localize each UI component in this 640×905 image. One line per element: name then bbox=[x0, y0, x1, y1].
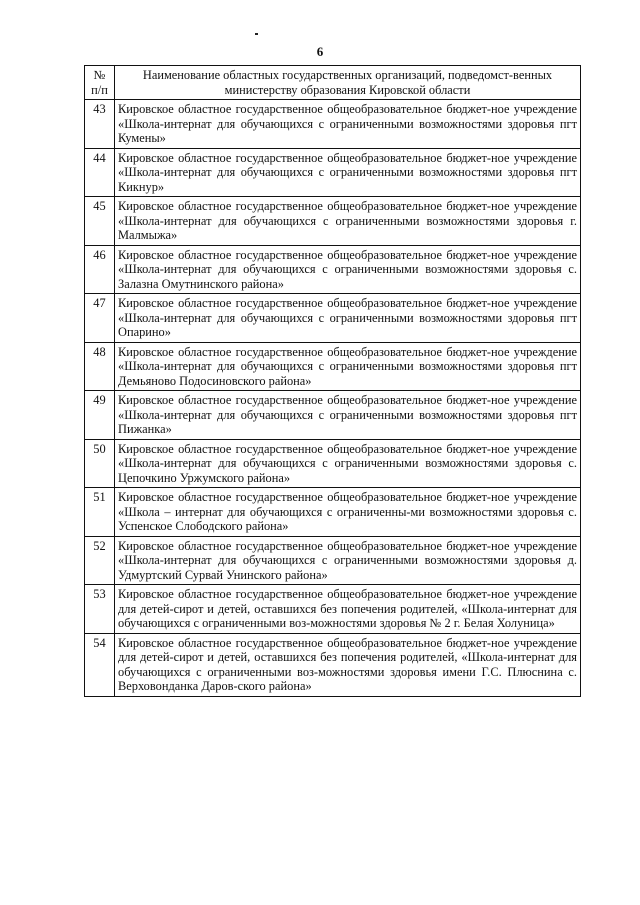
organization-name: Кировское областное государственное общеобразовательное бюджет-ное учреждение для детей-сирот и детей, оставшихся без попечения родителей, «Школа-интернат для обучающихся с ограниченными воз-можностями здоровья № 2 г. Белая Холуница» bbox=[115, 585, 581, 634]
organization-name: Кировское областное государственное общеобразовательное бюджет-ное учреждение «Школа-интернат для обучающихся с ограниченными возможностями здоровья пгт Кикнур» bbox=[115, 148, 581, 197]
table-row bbox=[85, 633, 581, 696]
page-number: 6 bbox=[316, 44, 324, 59]
table-row bbox=[85, 488, 581, 537]
table-row bbox=[85, 148, 581, 197]
organization-name: Кировское областное государственное общеобразовательное бюджет-ное учреждение «Школа – интернат для обучающихся с ограниченны-ми возможностями здоровья с. Успенское Слободского района» bbox=[115, 488, 581, 537]
row-number: 48 bbox=[85, 342, 115, 391]
row-number: 46 bbox=[85, 245, 115, 294]
row-number: 51 bbox=[85, 488, 115, 537]
organization-name: Кировское областное государственное общеобразовательное бюджет-ное учреждение «Школа-интернат для обучающихся с ограниченными возможностями здоровья пгт Кумены» bbox=[115, 100, 581, 149]
table-row bbox=[85, 439, 581, 488]
row-number: 45 bbox=[85, 197, 115, 246]
table-row bbox=[85, 585, 581, 634]
row-number: 50 bbox=[85, 439, 115, 488]
table-row bbox=[85, 391, 581, 440]
row-number: 47 bbox=[85, 294, 115, 343]
row-number: 43 bbox=[85, 100, 115, 149]
header-number: № п/п bbox=[85, 66, 115, 100]
organization-name: Кировское областное государственное общеобразовательное бюджет-ное учреждение «Школа-интернат для обучающихся с ограниченными возможностями здоровья пгт Опарино» bbox=[115, 294, 581, 343]
organization-name: Кировское областное государственное общеобразовательное бюджет-ное учреждение «Школа-интернат для обучающихся с ограниченными возможностями здоровья пгт Пижанка» bbox=[115, 391, 581, 440]
organization-name: Кировское областное государственное общеобразовательное бюджет-ное учреждение «Школа-интернат для обучающихся с ограниченными возможностями здоровья с. Цепочкино Уржумского района» bbox=[115, 439, 581, 488]
organizations-table bbox=[84, 65, 581, 697]
row-number: 54 bbox=[85, 633, 115, 696]
row-number: 44 bbox=[85, 148, 115, 197]
table-row bbox=[85, 536, 581, 585]
table-row bbox=[85, 245, 581, 294]
row-number: 49 bbox=[85, 391, 115, 440]
row-number: 53 bbox=[85, 585, 115, 634]
row-number: 52 bbox=[85, 536, 115, 585]
table-row bbox=[85, 100, 581, 149]
table-row bbox=[85, 197, 581, 246]
table-header-row bbox=[85, 66, 581, 100]
table-row bbox=[85, 294, 581, 343]
organization-name: Кировское областное государственное общеобразовательное бюджет-ное учреждение «Школа-интернат для обучающихся с ограниченными возможностями здоровья г. Малмыжа» bbox=[115, 197, 581, 246]
organization-name: Кировское областное государственное общеобразовательное бюджет-ное учреждение «Школа-интернат для обучающихся с ограниченными возможностями здоровья пгт Демьяново Подосиновского района» bbox=[115, 342, 581, 391]
organization-name: Кировское областное государственное общеобразовательное бюджет-ное учреждение для детей-сирот и детей, оставшихся без попечения родителей, «Школа-интернат для обучающихся с ограниченными воз-можностями здоровья имени Г.С. Плюснина с. Верховонданка Даров-ского района» bbox=[115, 633, 581, 696]
scan-mark bbox=[255, 33, 258, 35]
organization-name: Кировское областное государственное общеобразовательное бюджет-ное учреждение «Школа-интернат для обучающихся с ограниченными возможностями здоровья с. Залазна Омутнинского района» bbox=[115, 245, 581, 294]
table-row bbox=[85, 342, 581, 391]
header-name: Наименование областных государственных организаций, подведомст-венных министерству образования Кировской области bbox=[115, 66, 581, 100]
table-body bbox=[85, 100, 581, 697]
organization-name: Кировское областное государственное общеобразовательное бюджет-ное учреждение «Школа-интернат для обучающихся с ограниченными возможностями здоровья д. Удмуртский Сурвай Унинского района» bbox=[115, 536, 581, 585]
